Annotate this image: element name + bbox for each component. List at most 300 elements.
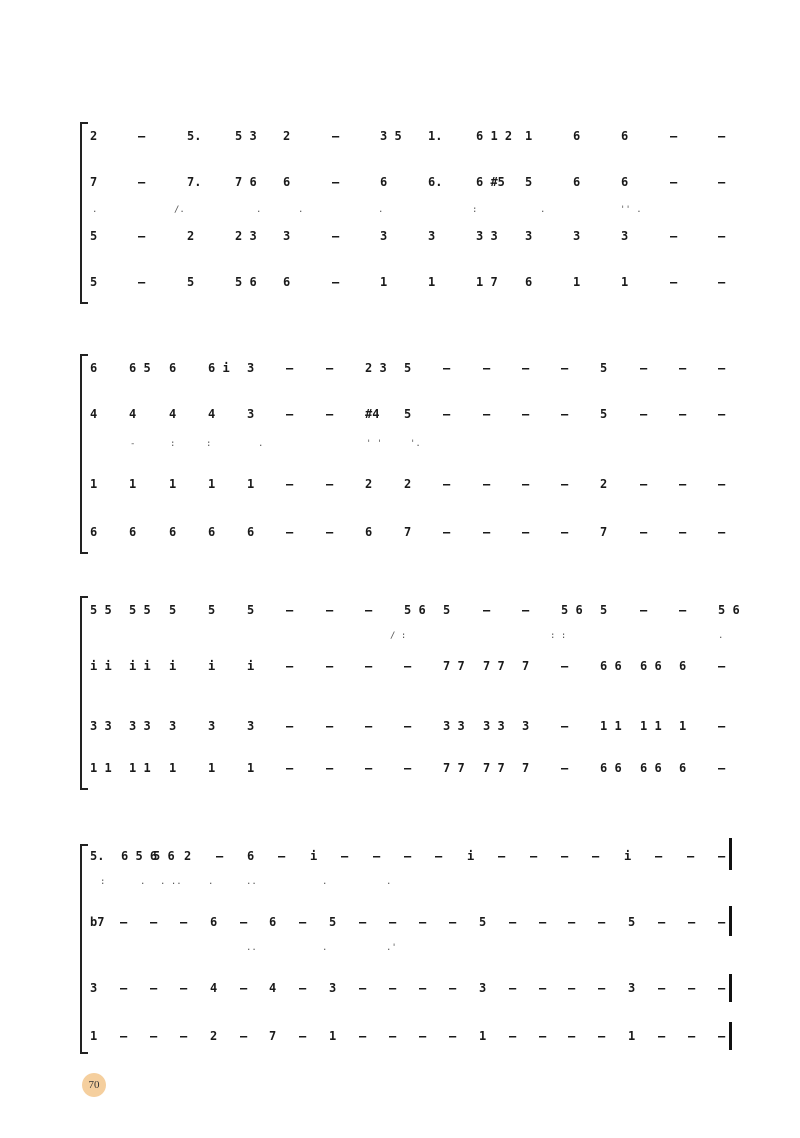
dash-note: – xyxy=(483,525,491,539)
final-barline xyxy=(729,838,732,870)
dash-note: – xyxy=(180,915,188,929)
dash-note: – xyxy=(443,477,451,491)
note: 3 xyxy=(283,229,291,243)
dash-note: – xyxy=(561,361,569,375)
note: 7 7 xyxy=(443,761,465,775)
note: 3 xyxy=(247,719,255,733)
dash-note: – xyxy=(365,603,373,617)
marks-row: : . . .. . .. . . xyxy=(100,877,392,887)
dash-note: – xyxy=(718,229,726,243)
dash-note: – xyxy=(286,477,294,491)
dash-note: – xyxy=(561,659,569,673)
note: 7 xyxy=(269,1029,277,1043)
note: 6 xyxy=(679,761,687,775)
note: 6 xyxy=(129,525,137,539)
dash-note: – xyxy=(332,229,340,243)
note: 5 xyxy=(90,275,98,289)
dash-note: – xyxy=(670,129,678,143)
dash-note: – xyxy=(658,1029,666,1043)
note: 3 3 xyxy=(90,719,112,733)
dash-note: – xyxy=(326,525,334,539)
note: 3 xyxy=(380,229,388,243)
note: 1 1 xyxy=(129,761,151,775)
staff-row-1 xyxy=(90,600,740,620)
dash-note: – xyxy=(389,915,397,929)
dash-note: – xyxy=(718,1029,726,1043)
note: 6 xyxy=(283,275,291,289)
note: 3 xyxy=(90,981,98,995)
note: 1 xyxy=(208,477,216,491)
dash-note: – xyxy=(332,129,340,143)
note: 6 xyxy=(269,915,277,929)
dash-note: – xyxy=(687,849,695,863)
dash-note: – xyxy=(718,129,726,143)
dash-note: – xyxy=(286,659,294,673)
dash-note: – xyxy=(404,659,412,673)
dash-note: – xyxy=(539,915,547,929)
dash-note: – xyxy=(522,361,530,375)
note: 3 xyxy=(329,981,337,995)
dash-note: – xyxy=(449,1029,457,1043)
note: 5 xyxy=(600,407,608,421)
staff-row-3 xyxy=(90,474,730,494)
note: 1. xyxy=(428,129,443,143)
note: #4 xyxy=(365,407,380,421)
dash-note: – xyxy=(443,525,451,539)
note: 1 xyxy=(628,1029,636,1043)
final-barline xyxy=(729,1022,732,1050)
note: 2 xyxy=(404,477,412,491)
note: 3 xyxy=(479,981,487,995)
dash-note: – xyxy=(278,849,286,863)
note: 6 xyxy=(90,525,98,539)
note: 6 xyxy=(210,915,218,929)
note: 6 xyxy=(621,129,629,143)
dash-note: – xyxy=(718,275,726,289)
note: 1 xyxy=(525,129,533,143)
note: 6 1 2 xyxy=(476,129,513,143)
dash-note: – xyxy=(138,275,146,289)
note: 4 xyxy=(169,407,177,421)
dash-note: – xyxy=(498,849,506,863)
dash-note: – xyxy=(522,477,530,491)
dash-note: – xyxy=(688,1029,696,1043)
note: i xyxy=(310,849,318,863)
marks-row: . /. . . . : . '' . xyxy=(92,205,642,215)
dash-note: – xyxy=(443,361,451,375)
dash-note: – xyxy=(718,175,726,189)
dash-note: – xyxy=(332,175,340,189)
note: i xyxy=(208,659,216,673)
dash-note: – xyxy=(592,849,600,863)
note: 6 6 xyxy=(640,761,662,775)
dash-note: – xyxy=(216,849,224,863)
dash-note: – xyxy=(483,603,491,617)
dash-note: – xyxy=(522,525,530,539)
dash-note: – xyxy=(389,1029,397,1043)
staff-row-4 xyxy=(90,758,730,778)
dash-note: – xyxy=(718,525,726,539)
note: 3 xyxy=(522,719,530,733)
note: 1 xyxy=(380,275,388,289)
dash-note: – xyxy=(286,761,294,775)
note: 7 xyxy=(600,525,608,539)
note: 1 1 xyxy=(600,719,622,733)
note: 6 5 6 xyxy=(121,849,158,863)
note: 5 6 xyxy=(153,849,175,863)
dash-note: – xyxy=(670,175,678,189)
dash-note: – xyxy=(679,477,687,491)
note: 2 xyxy=(283,129,291,143)
dash-note: – xyxy=(286,719,294,733)
dash-note: – xyxy=(299,915,307,929)
dash-note: – xyxy=(449,981,457,995)
note: 6 i xyxy=(208,361,230,375)
dash-note: – xyxy=(286,525,294,539)
note: i xyxy=(247,659,255,673)
dash-note: – xyxy=(718,361,726,375)
note: 2 3 xyxy=(235,229,257,243)
note: 5 xyxy=(600,603,608,617)
dash-note: – xyxy=(509,915,517,929)
dash-note: – xyxy=(483,477,491,491)
note: i xyxy=(467,849,475,863)
note: 5 xyxy=(404,407,412,421)
dash-note: – xyxy=(150,981,158,995)
note: 3 xyxy=(573,229,581,243)
note: 1 xyxy=(90,1029,98,1043)
note: 2 xyxy=(365,477,373,491)
note: 1 xyxy=(428,275,436,289)
note: 7 7 xyxy=(483,761,505,775)
dash-note: – xyxy=(640,407,648,421)
note: 5 6 xyxy=(718,603,740,617)
note: i xyxy=(169,659,177,673)
dash-note: – xyxy=(688,981,696,995)
dash-note: – xyxy=(449,915,457,929)
staff-row-1 xyxy=(90,126,730,146)
note: 6 xyxy=(621,175,629,189)
staff-row-2 xyxy=(90,912,730,932)
note: 3 5 xyxy=(380,129,402,143)
dash-note: – xyxy=(561,849,569,863)
note: 1 1 xyxy=(640,719,662,733)
note: 5 5 xyxy=(129,603,151,617)
staff-row-4 xyxy=(90,1026,730,1046)
note: 5 xyxy=(187,275,195,289)
dash-note: – xyxy=(679,603,687,617)
note: 5 xyxy=(169,603,177,617)
note: 5 6 xyxy=(404,603,426,617)
dash-note: – xyxy=(404,761,412,775)
dash-note: – xyxy=(180,1029,188,1043)
note: 1 xyxy=(479,1029,487,1043)
note: 5 xyxy=(404,361,412,375)
note: 3 xyxy=(247,407,255,421)
note: 6 5 xyxy=(129,361,151,375)
note: 5 xyxy=(329,915,337,929)
dash-note: – xyxy=(326,659,334,673)
note: 4 xyxy=(269,981,277,995)
dash-note: – xyxy=(670,229,678,243)
staff-row-3 xyxy=(90,226,730,246)
note: 5 xyxy=(479,915,487,929)
note: 6 xyxy=(365,525,373,539)
staff-row-1 xyxy=(90,358,730,378)
note: 4 xyxy=(129,407,137,421)
note: 7 xyxy=(90,175,98,189)
note: 1 xyxy=(169,761,177,775)
dash-note: – xyxy=(359,1029,367,1043)
note: 1 xyxy=(90,477,98,491)
note: 2 xyxy=(600,477,608,491)
dash-note: – xyxy=(365,719,373,733)
note: 3 3 xyxy=(476,229,498,243)
dash-note: – xyxy=(658,915,666,929)
dash-note: – xyxy=(443,407,451,421)
note: 2 xyxy=(90,129,98,143)
note: 6 xyxy=(247,525,255,539)
dash-note: – xyxy=(341,849,349,863)
dash-note: – xyxy=(365,761,373,775)
note: 7 6 xyxy=(235,175,257,189)
note: 3 xyxy=(628,981,636,995)
dash-note: – xyxy=(561,477,569,491)
note: 5 6 xyxy=(235,275,257,289)
note: 3 xyxy=(169,719,177,733)
note: 7 7 xyxy=(443,659,465,673)
dash-note: – xyxy=(483,361,491,375)
note: 1 xyxy=(621,275,629,289)
dash-note: – xyxy=(150,1029,158,1043)
note: i xyxy=(624,849,632,863)
page-number: 70 xyxy=(82,1073,106,1097)
dash-note: – xyxy=(718,849,726,863)
dash-note: – xyxy=(299,981,307,995)
dash-note: – xyxy=(419,915,427,929)
note: 5. xyxy=(90,849,105,863)
note: 6 xyxy=(573,129,581,143)
dash-note: – xyxy=(286,603,294,617)
dash-note: – xyxy=(640,525,648,539)
note: i i xyxy=(90,659,112,673)
dash-note: – xyxy=(286,407,294,421)
dash-note: – xyxy=(718,981,726,995)
dash-note: – xyxy=(332,275,340,289)
dash-note: – xyxy=(483,407,491,421)
dash-note: – xyxy=(568,1029,576,1043)
note: 5 xyxy=(600,361,608,375)
dash-note: – xyxy=(679,361,687,375)
note: 3 3 xyxy=(483,719,505,733)
dash-note: – xyxy=(359,915,367,929)
dash-note: – xyxy=(718,407,726,421)
dash-note: – xyxy=(679,525,687,539)
note: 5 5 xyxy=(90,603,112,617)
final-barline xyxy=(729,974,732,1002)
note: 1 xyxy=(679,719,687,733)
system-bracket xyxy=(80,354,88,554)
note: 1 xyxy=(129,477,137,491)
staff-row-3 xyxy=(90,978,730,998)
note: 1 7 xyxy=(476,275,498,289)
dash-note: – xyxy=(326,603,334,617)
note: 3 xyxy=(621,229,629,243)
marks-row: / : : : . xyxy=(390,631,724,641)
note: 5 xyxy=(90,229,98,243)
note: 7. xyxy=(187,175,202,189)
dash-note: – xyxy=(718,915,726,929)
dash-note: – xyxy=(359,981,367,995)
dash-note: – xyxy=(670,275,678,289)
dash-note: – xyxy=(150,915,158,929)
note: 7 xyxy=(404,525,412,539)
system-bracket xyxy=(80,844,88,1054)
staff-row-2 xyxy=(90,172,730,192)
note: 7 xyxy=(522,659,530,673)
dash-note: – xyxy=(240,915,248,929)
dash-note: – xyxy=(718,719,726,733)
note: i i xyxy=(129,659,151,673)
dash-note: – xyxy=(138,229,146,243)
dash-note: – xyxy=(299,1029,307,1043)
dash-note: – xyxy=(561,761,569,775)
note: 6 xyxy=(380,175,388,189)
note: 6 xyxy=(525,275,533,289)
dash-note: – xyxy=(655,849,663,863)
note: 6 xyxy=(573,175,581,189)
note: 1 xyxy=(247,477,255,491)
note: 2 xyxy=(210,1029,218,1043)
marks-row: .. . .' xyxy=(246,943,397,953)
dash-note: – xyxy=(373,849,381,863)
note: 1 xyxy=(169,477,177,491)
marks-row: - : : . ' ' '. xyxy=(130,439,421,449)
dash-note: – xyxy=(718,761,726,775)
dash-note: – xyxy=(120,915,128,929)
staff-row-3 xyxy=(90,716,730,736)
staff-row-2 xyxy=(90,656,730,676)
dash-note: – xyxy=(718,477,726,491)
note: 3 xyxy=(208,719,216,733)
staff-row-4 xyxy=(90,272,730,292)
note: 4 xyxy=(208,407,216,421)
note: 5 xyxy=(443,603,451,617)
dash-note: – xyxy=(404,719,412,733)
note: 7 7 xyxy=(483,659,505,673)
note: 6 xyxy=(169,361,177,375)
note: 5 xyxy=(247,603,255,617)
dash-note: – xyxy=(419,981,427,995)
dash-note: – xyxy=(326,761,334,775)
note: 6 xyxy=(90,361,98,375)
note: 6 xyxy=(679,659,687,673)
dash-note: – xyxy=(522,603,530,617)
dash-note: – xyxy=(326,719,334,733)
note: 6 6 xyxy=(600,659,622,673)
note: 6 xyxy=(283,175,291,189)
note: 3 3 xyxy=(443,719,465,733)
dash-note: – xyxy=(679,407,687,421)
dash-note: – xyxy=(640,361,648,375)
dash-note: – xyxy=(326,477,334,491)
note: 6 #5 xyxy=(476,175,505,189)
note: 5 3 xyxy=(235,129,257,143)
dash-note: – xyxy=(568,915,576,929)
system-bracket xyxy=(80,596,88,790)
note: 6 xyxy=(208,525,216,539)
dash-note: – xyxy=(688,915,696,929)
dash-note: – xyxy=(120,1029,128,1043)
dash-note: – xyxy=(435,849,443,863)
note: 1 xyxy=(329,1029,337,1043)
dash-note: – xyxy=(522,407,530,421)
note: 5. xyxy=(187,129,202,143)
dash-note: – xyxy=(138,129,146,143)
note: 3 xyxy=(247,361,255,375)
note: 2 xyxy=(187,229,195,243)
dash-note: – xyxy=(568,981,576,995)
note: 2 3 xyxy=(365,361,387,375)
staff-row-1 xyxy=(90,846,730,866)
note: 1 xyxy=(247,761,255,775)
dash-note: – xyxy=(419,1029,427,1043)
note: 5 xyxy=(208,603,216,617)
dash-note: – xyxy=(509,1029,517,1043)
dash-note: – xyxy=(326,407,334,421)
dash-note: – xyxy=(530,849,538,863)
dash-note: – xyxy=(598,1029,606,1043)
dash-note: – xyxy=(561,719,569,733)
note: 5 xyxy=(628,915,636,929)
dash-note: – xyxy=(509,981,517,995)
dash-note: – xyxy=(561,525,569,539)
staff-row-4 xyxy=(90,522,730,542)
dash-note: – xyxy=(539,981,547,995)
note: b7 xyxy=(90,915,105,929)
dash-note: – xyxy=(120,981,128,995)
dash-note: – xyxy=(240,1029,248,1043)
note: 1 1 xyxy=(90,761,112,775)
dash-note: – xyxy=(658,981,666,995)
note: 5 xyxy=(525,175,533,189)
dash-note: – xyxy=(138,175,146,189)
final-barline xyxy=(729,906,732,936)
note: 1 xyxy=(208,761,216,775)
dash-note: – xyxy=(365,659,373,673)
dash-note: – xyxy=(286,361,294,375)
dash-note: – xyxy=(598,915,606,929)
note: 6 xyxy=(247,849,255,863)
dash-note: – xyxy=(718,659,726,673)
dash-note: – xyxy=(326,361,334,375)
note: 2 xyxy=(184,849,192,863)
note: 4 xyxy=(90,407,98,421)
system-bracket xyxy=(80,122,88,304)
note: 3 xyxy=(525,229,533,243)
note: 5 6 xyxy=(561,603,583,617)
dash-note: – xyxy=(598,981,606,995)
note: 6. xyxy=(428,175,443,189)
dash-note: – xyxy=(561,407,569,421)
note: 6 6 xyxy=(640,659,662,673)
dash-note: – xyxy=(240,981,248,995)
staff-row-2 xyxy=(90,404,730,424)
dash-note: – xyxy=(389,981,397,995)
dash-note: – xyxy=(180,981,188,995)
dash-note: – xyxy=(404,849,412,863)
note: 1 xyxy=(573,275,581,289)
